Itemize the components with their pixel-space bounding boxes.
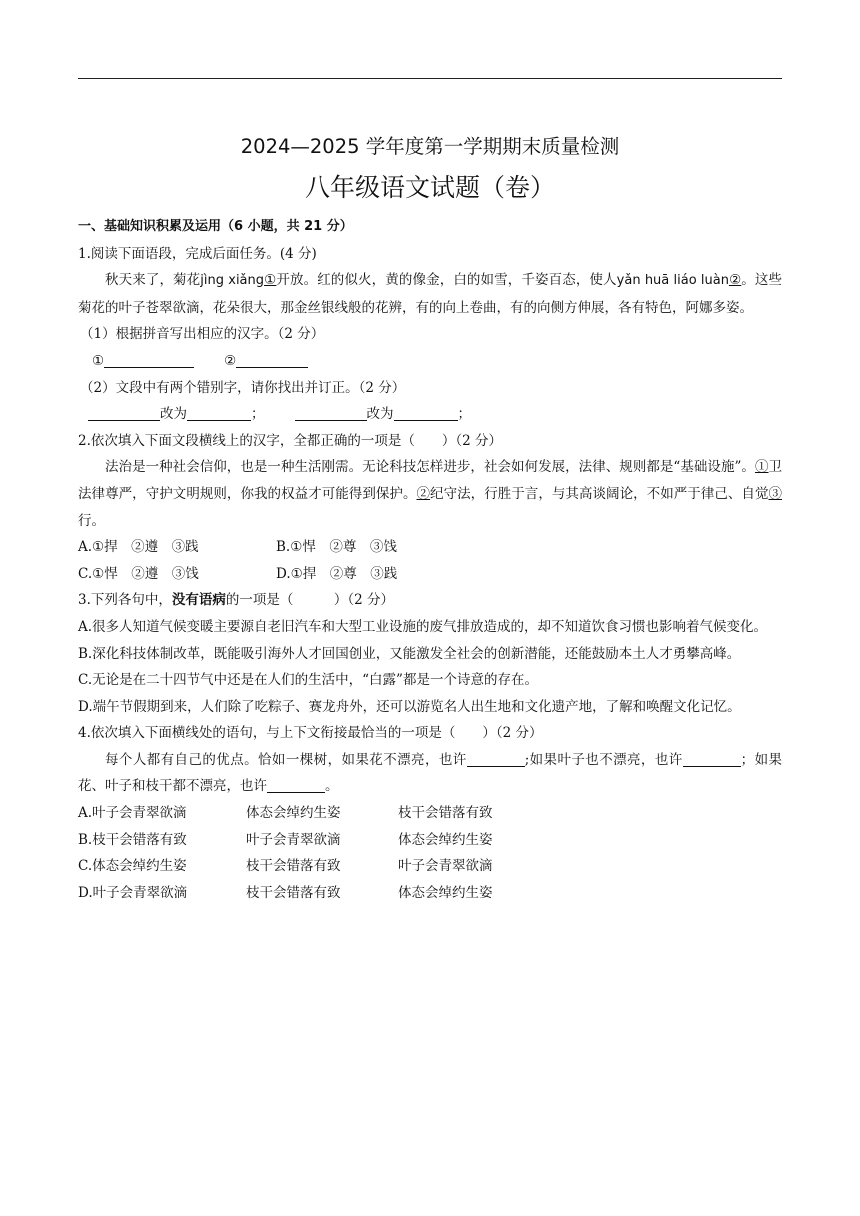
question-stem: 4.依次填入下面横线处的语句，与上下文衔接最恰当的一项是（ ）（2 分）	[78, 725, 543, 742]
option-b[interactable]: B.深化科技体制改革，既能吸引海外人才回国创业，又能激发全社会的创新潜能，还能鼓励本土人才勇攀高峰。	[78, 645, 741, 662]
options-list	[78, 800, 782, 906]
answer-blank[interactable]	[187, 404, 251, 421]
answer-blank[interactable]	[104, 351, 194, 368]
question-stem: 2.依次填入下面文段横线上的汉字，全都正确的一项是（ ）（2 分）	[78, 432, 503, 449]
options-row	[78, 561, 782, 588]
question-2	[78, 428, 782, 588]
answer-line: ① ②	[78, 348, 782, 375]
sub-question: （2）文段中有两个错别字，请你找出并订正。（2 分）	[80, 379, 406, 396]
blank-marker: ③	[768, 485, 783, 502]
question-passage: 秋天来了，菊花jìng xiǎng①开放。红的似火，黄的像金，白的如雪，千姿百态，使人yǎn huā liáo luàn②。这些菊花的叶子苍翠欲滴，花朵很大，那金丝银线般的花辨，有的向上卷曲，有的向侧方伸展，各有特色，阿娜多姿。	[78, 272, 783, 316]
question-passage: 每个人都有自己的优点。恰如一棵树，如果花不漂亮，也许 ;如果叶子也不漂亮，也许 ；如果花、叶子和枝干都不漂亮，也许 。	[78, 751, 782, 795]
option-a[interactable]: A.叶子会青翠欲滴 体态会绰约生姿 枝干会错落有致	[78, 805, 493, 822]
answer-blank	[267, 776, 325, 793]
answer-blank[interactable]	[394, 404, 458, 421]
option-c[interactable]: C.体态会绰约生姿 枝干会错落有致 叶子会青翠欲滴	[78, 858, 493, 875]
option-a[interactable]: A.很多人知道气候变暖主要源自老旧汽车和大型工业设施的废气排放造成的，却不知道饮食习惯也影响着气候变化。	[78, 618, 768, 635]
answer-blank[interactable]	[88, 404, 160, 421]
option-d[interactable]: D.①捍 ②尊 ③践	[276, 565, 398, 582]
emphasis: 没有语病	[171, 592, 226, 609]
question-stem: 1.阅读下面语段，完成后面任务。(4 分)	[78, 245, 317, 262]
options-row	[78, 534, 782, 561]
header-rule	[78, 78, 782, 79]
answer-blank[interactable]	[295, 404, 367, 421]
option-a[interactable]: A.①捍 ②遵 ③践	[78, 539, 199, 556]
option-c[interactable]: C.无论是在二十四节气中还是在人们的生活中，“白露”都是一个诗意的存在。	[78, 672, 538, 689]
blank-marker: ①	[264, 272, 277, 289]
option-d[interactable]: D.叶子会青翠欲滴 枝干会错落有致 体态会绰约生姿	[78, 884, 493, 901]
exam-content	[78, 132, 782, 906]
question-3	[78, 587, 782, 720]
blank-marker: ②	[728, 272, 742, 289]
pinyin: yǎn huā liáo luàn	[616, 273, 729, 289]
option-b[interactable]: B.枝干会错落有致 叶子会青翠欲滴 体态会绰约生姿	[78, 831, 493, 848]
question-1	[78, 241, 782, 428]
sub-question: （1）根据拼音写出相应的汉字。（2 分）	[80, 326, 325, 343]
answer-blank	[683, 750, 741, 767]
question-stem: 3.下列各句中，没有语病的一项是（ ）（2 分）	[78, 592, 395, 609]
exam-subtitle: 八年级语文试题（卷）	[304, 173, 555, 202]
section-heading: 一、基础知识积累及运用（6 小题，共 21 分）	[78, 219, 353, 234]
question-passage: 法治是一种社会信仰，也是一种生活刚需。无论科技怎样进步，社会如何发展，法律、规则都是“基础设施”。①卫法律尊严，守护文明规则，你我的权益才可能得到保护。②纪守法，行胜于言，与其高谈阔论，不如严于律己、自觉③行。	[78, 459, 783, 529]
option-c[interactable]: C.①悍 ②遵 ③饯	[78, 565, 199, 582]
option-d[interactable]: D.端午节假期到来，人们除了吃粽子、赛龙舟外，还可以游览名人出生地和文化遗产地，了解和唤醒文化记忆。	[78, 698, 741, 715]
exam-title: 2024—2025 学年度第一学期期末质量检测	[240, 135, 620, 158]
blank-marker: ①	[754, 459, 769, 476]
question-4	[78, 720, 782, 906]
blank-marker: ②	[416, 485, 431, 502]
answer-blank[interactable]	[236, 351, 308, 368]
answer-blank	[467, 750, 525, 767]
option-b[interactable]: B.①悍 ②尊 ③饯	[276, 539, 397, 556]
pinyin: jìng xiǎng	[200, 273, 265, 289]
answer-line: 改为 ； 改为 ；	[78, 401, 782, 428]
